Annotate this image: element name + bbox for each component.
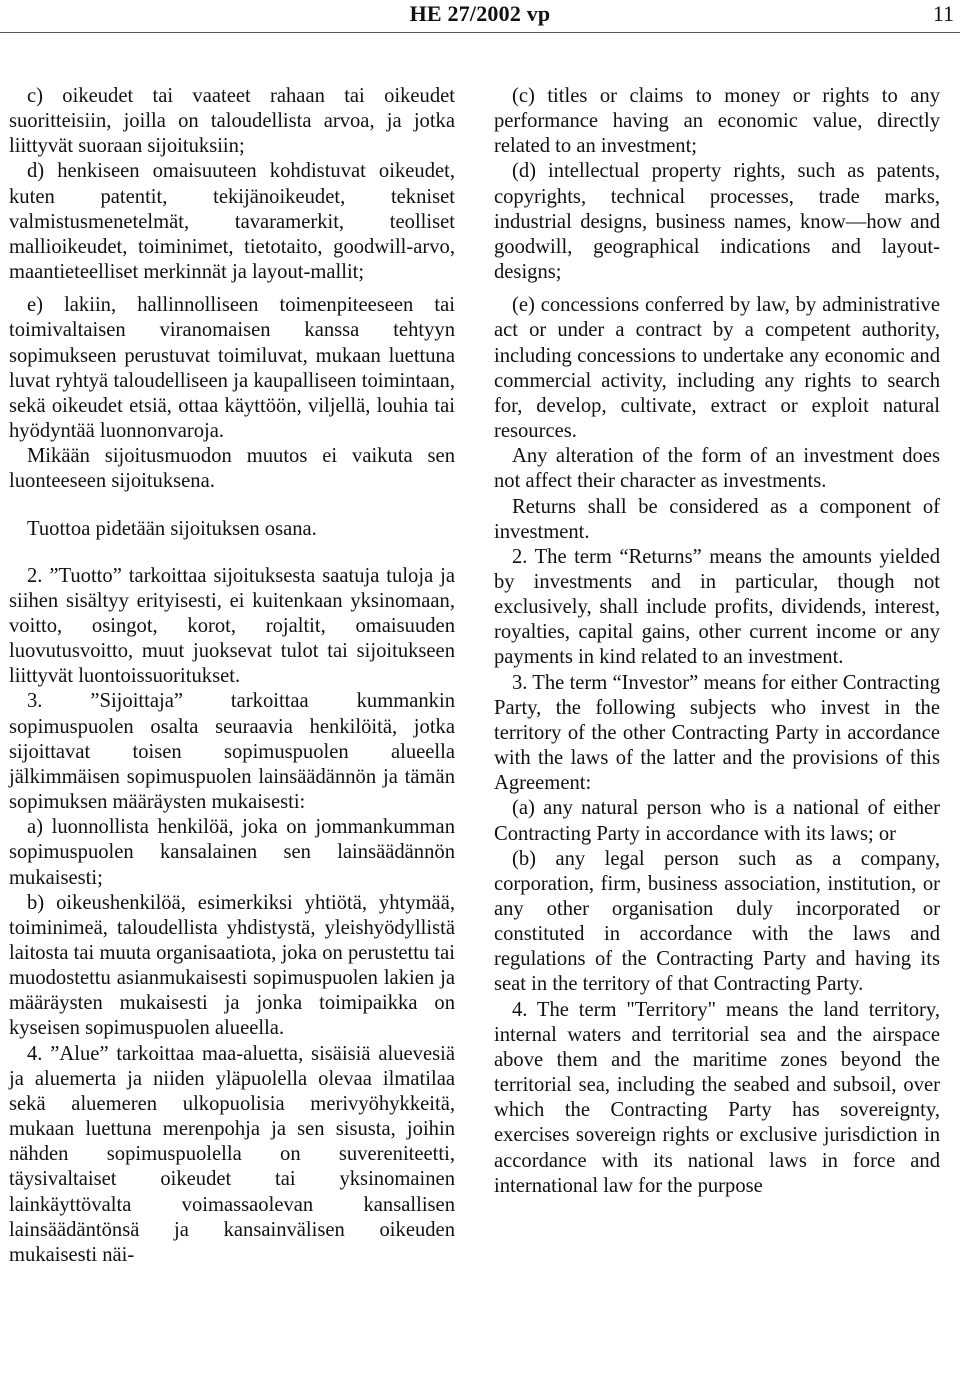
- paragraph-e-en: (e) concessions conferred by law, by administrative act or under a contract by a competent authority, including concessions to undertake any economic and commercial activity, including any rights to search for, develop, cultivate, extract or exploit natural resources.: [494, 294, 940, 443]
- paragraph-investor-definition-fi: 3. ”Sijoittaja” tarkoittaa kummankin sopimuspuolen osalta seuraavia henkilöitä, jotka sijoittavat toisen sopimuspuolen alueella jälkimmäisen sopimuspuolen lainsäädännön ja tämän sopimuksen määräysten mukaisesti:: [9, 690, 455, 814]
- paragraph-d-en: (d) intellectual property rights, such as patents, copyrights, technical processes, trade marks, industrial designs, business names, know—how and goodwill, geographical indications and layout-designs;: [494, 160, 940, 284]
- paragraph-c-en: (c) titles or claims to money or rights to any performance having an economic value, directly related to an investment;: [494, 85, 940, 158]
- paragraph-returns-component-en: Returns shall be considered as a component of investment.: [494, 495, 940, 543]
- finnish-text-column: [9, 84, 455, 1268]
- page-number: 11: [932, 1, 954, 26]
- english-text-column: [494, 84, 940, 1199]
- paragraph-territory-definition-en: 4. The term "Territory" means the land territory, internal waters and territorial sea and the airspace above them and the maritime zones beyond the territorial sea, including the seabed and subsoil, over which the Contracting Party has sovereignty, exercises sovereign rights or exclusive jurisdiction in accordance with its national laws in force and international law for the purpose: [494, 998, 940, 1197]
- paragraph-natural-person-en: (a) any natural person who is a national of either Contracting Party in accordance with its laws; or: [494, 797, 940, 845]
- paragraph-returns-definition-en: 2. The term “Returns” means the amounts yielded by investments and in particular, though not exclusively, shall include profits, dividends, interest, royalties, capital gains, other current income or any payments in kind related to an investment.: [494, 545, 940, 669]
- paragraph-e-fi: e) lakiin, hallinnolliseen toimenpiteeseen tai toimivaltaisen viranomaisen kanssa tehtyyn sopimukseen perustuvat toimiluvat, mukaan luettuna luvat ryhtyä taloudelliseen ja kaupalliseen toimintaan, sekä oikeudet etsiä, ottaa käyttöön, viljellä, louhia tai hyödyntää luonnonvaroja.: [9, 294, 455, 443]
- paragraph-alteration-fi: Mikään sijoitusmuodon muutos ei vaikuta sen luonteeseen sijoituksena.: [9, 445, 455, 493]
- paragraph-legal-person-fi: b) oikeushenkilöä, esimerkiksi yhtiötä, yhtymää, toiminimeä, taloudellista yhdistystä, yleishyödyllistä laitosta tai muuta organisaatiota, joka on perustettu tai muodostettu asianmukaisesti sopimuspuolen lakien ja määräysten mukaisesti ja jonka toimipaikka on kyseisen sopimuspuolen alueella.: [9, 891, 455, 1040]
- paragraph-returns-definition-fi: 2. ”Tuotto” tarkoittaa sijoituksesta saatuja tuloja ja siihen sisältyy erityisesti, ei kuitenkaan yksinomaan, voitto, osingot, korot, rojaltit, omaisuuden luovutusvoitto, muut juoksevat tulot tai sijoitukseen liittyvät luontoissuoritukset.: [9, 564, 455, 688]
- header-divider: [0, 32, 960, 33]
- paragraph-d-fi: d) henkiseen omaisuuteen kohdistuvat oikeudet, kuten patentit, tekijänoikeudet, tekniset valmistusmenetelmät, tavaramerkit, teolliset mallioikeudet, toiminimet, tietotaito, goodwill-arvo, maantieteelliset merkinnät ja layout-mallit;: [9, 160, 455, 284]
- paragraph-investor-definition-en: 3. The term “Investor” means for either Contracting Party, the following subjects who invest in the territory of the other Contracting Party in accordance with the laws of the latter and the provisions of this Agreement:: [494, 671, 940, 795]
- paragraph-natural-person-fi: a) luonnollista henkilöä, joka on jommankumman sopimuspuolen kansalainen sen lainsäädännön mukaisesti;: [9, 816, 455, 889]
- paragraph-territory-definition-fi: 4. ”Alue” tarkoittaa maa-aluetta, sisäisiä aluevesiä ja aluemerta ja niiden yläpuolella olevaa ilmatilaa sekä aluemeren ulkopuolisia merivyöhykkeitä, mukaan luettuna merenpohja ja sen sisusta, joihin nähden sopimuspuolella on suvereniteetti, täysivaltaiset oikeudet tai yksinomainen lainkäyttövalta voimassaolevan kansallisen lainsäädäntönsä ja kansainvälisen oikeuden mukaisesti näi-: [9, 1042, 455, 1266]
- paragraph-legal-person-en: (b) any legal person such as a company, corporation, firm, business association, institution, or any other organisation duly incorporated or constituted in accordance with the laws and regulations of the Contracting Party and having its seat in the territory of that Contracting Party.: [494, 847, 940, 996]
- paragraph-c-fi: c) oikeudet tai vaateet rahaan tai oikeudet suoritteisiin, joilla on taloudellista arvoa, ja jotka liittyvät suoraan sijoituksiin;: [9, 85, 455, 158]
- page-header: [0, 0, 960, 34]
- document-title: HE 27/2002 vp: [409, 1, 551, 26]
- paragraph-alteration-en: Any alteration of the form of an investment does not affect their character as investments.: [494, 445, 940, 493]
- paragraph-returns-component-fi: Tuottoa pidetään sijoituksen osana.: [27, 517, 317, 540]
